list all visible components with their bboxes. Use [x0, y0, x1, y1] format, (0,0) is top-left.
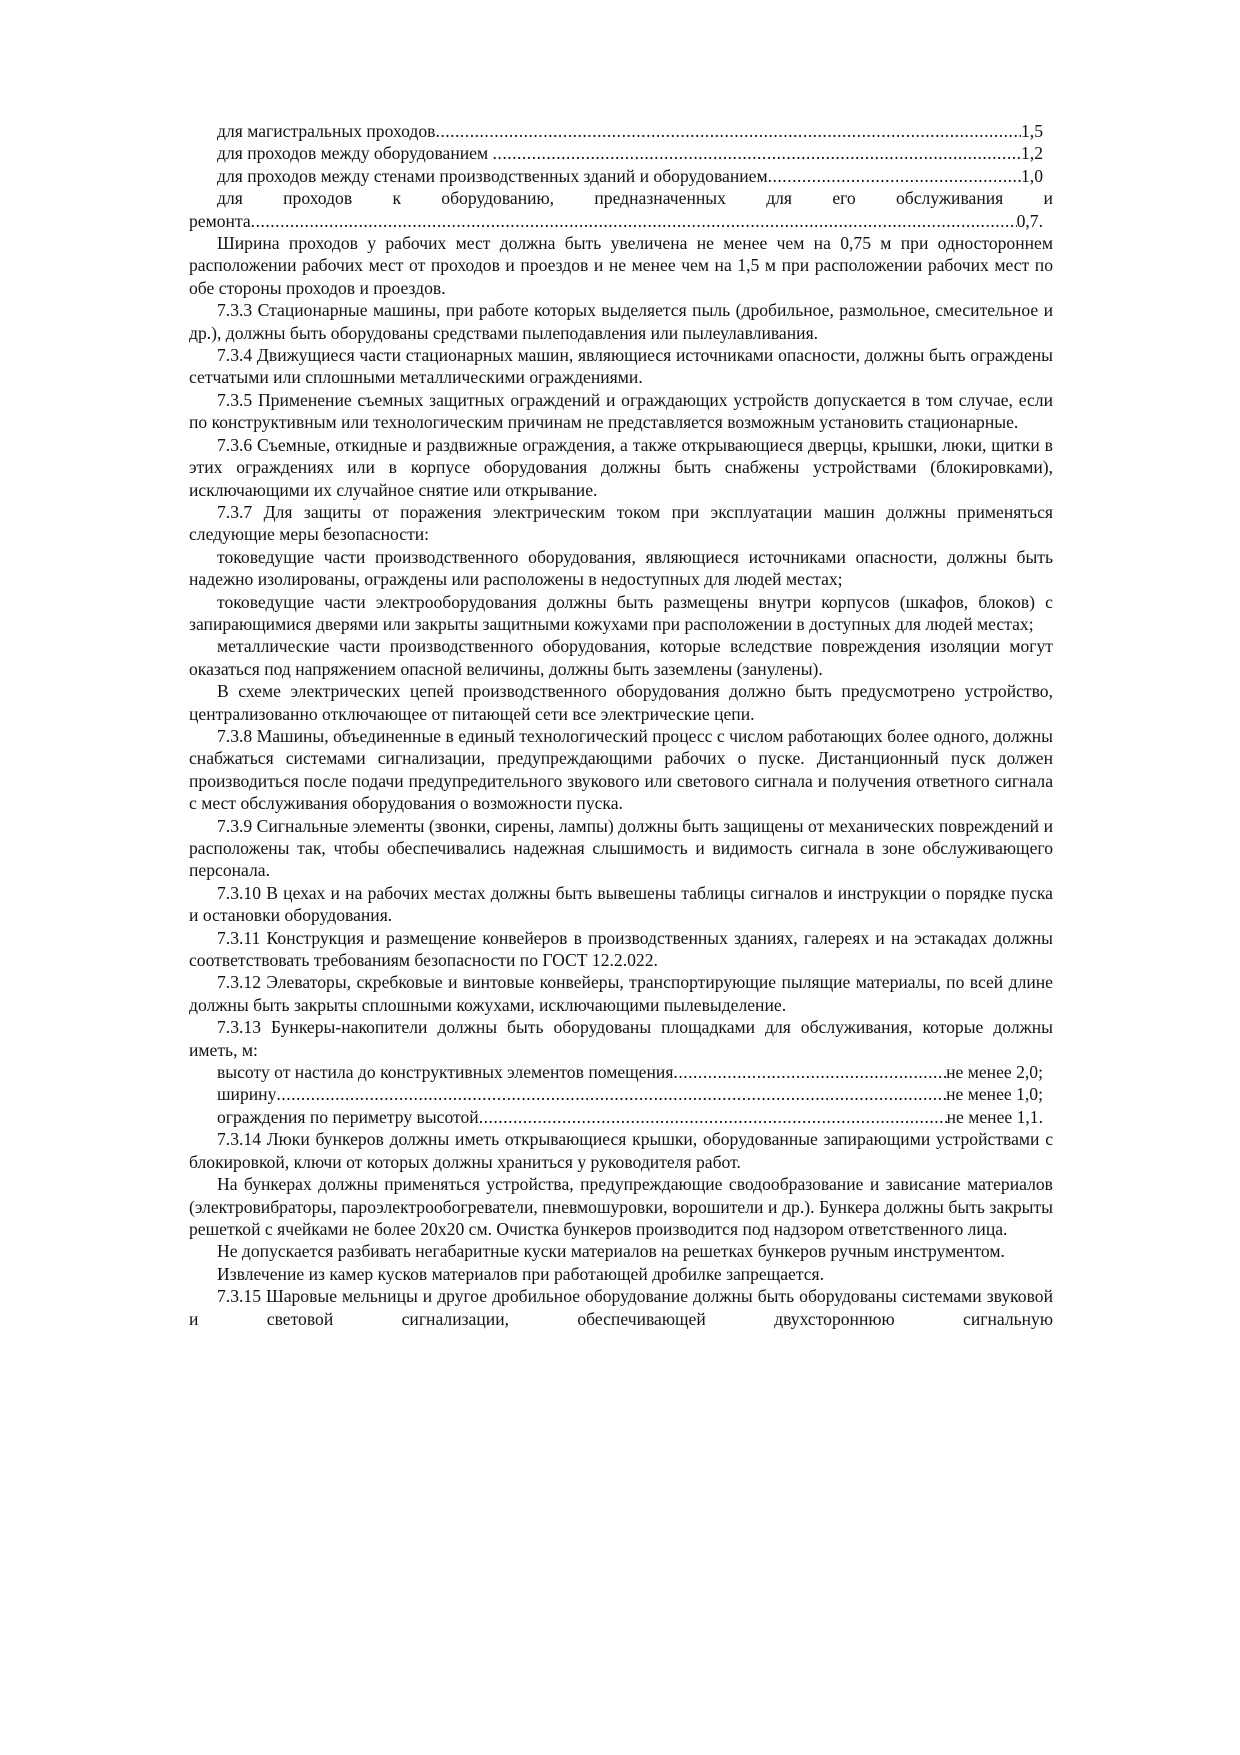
leader-dots — [276, 1083, 946, 1105]
paragraph: 7.3.8 Машины, объединенные в единый технологический процесс с числом работающих более одного, должны снабжаться системами сигнализации, предупреждающими рабочих о пуске. Дистанционный пуск должен производиться после подачи предупредительного звукового или светового сигнала и получения ответного сигнала с мест обслуживания оборудования о возможности пуска. — [189, 725, 1053, 814]
list-item-value: 1,0 — [1021, 165, 1043, 186]
paragraph: 7.3.7 Для защиты от поражения электрическим током при эксплуатации машин должны применяться следующие меры безопасности: — [189, 501, 1053, 545]
paragraph: токоведущие части производственного оборудования, являющиеся источниками опасности, должны быть надежно изолированы, ограждены или расположены в недоступных для людей местах; — [189, 546, 1053, 590]
list-item — [189, 142, 1053, 164]
leader-dots — [673, 1061, 946, 1083]
paragraph: Не допускается разбивать негабаритные куски материалов на решетках бункеров ручным инструментом. — [217, 1241, 1005, 1262]
paragraph: 7.3.4 Движущиеся части стационарных машин, являющиеся источниками опасности, должны быть ограждены сетчатыми или сплошными металлическими ограждениями. — [189, 345, 1053, 388]
leader-dots — [768, 165, 1021, 187]
leader-dots — [479, 1106, 947, 1128]
list-item-label: для проходов между стенами производственных зданий и оборудованием — [217, 165, 768, 186]
list-item-value: не менее 2,0; — [946, 1062, 1043, 1083]
list-item — [189, 187, 1053, 232]
passage-width-list — [189, 120, 1053, 232]
leader-dots — [493, 142, 1021, 164]
paragraph: 7.3.3 Стационарные машины, при работе которых выделяется пыль (дробильное, размольное, смесительное и др.), должны быть оборудованы средствами пылеподавления или пылеулавливания. — [189, 300, 1053, 343]
paragraph: Ширина проходов у рабочих мест должна быть увеличена не менее чем на 0,75 м при одностороннем расположении рабочих мест от проходов и проездов и не менее чем на 1,5 м при расположении рабочих мест по обе стороны проходов и проездов. — [189, 233, 1053, 298]
paragraph: В схеме электрических цепей производственного оборудования должно быть предусмотрено устройство, централизованно отключающее от питающей сети все электрические цепи. — [189, 681, 1053, 724]
list-item — [189, 165, 1053, 187]
paragraph: 7.3.11 Конструкция и размещение конвейеров в производственных зданиях, галереях и на эстакадах должны соответствовать требованиям безопасности по ГОСТ 12.2.022. — [189, 927, 1053, 971]
paragraph: 7.3.10 В цехах и на рабочих местах должны быть вывешены таблицы сигналов и инструкции о порядке пуска и остановки оборудования. — [189, 882, 1053, 926]
document-page — [189, 120, 1053, 1330]
list-item-value: 0,7. — [1016, 210, 1043, 231]
list-item-label: ширину — [217, 1084, 277, 1105]
list-item-value: 1,5 — [1021, 121, 1043, 141]
paragraph: 7.3.13 Бункеры-накопители должны быть оборудованы площадками для обслуживания, которые должны иметь, м: — [189, 1017, 1053, 1060]
paragraph: токоведущие части электрооборудования должны быть размещены внутри корпусов (шкафов, блоков) с запирающимися дверями или закрыты защитными кожухами при расположении в доступных для людей местах; — [189, 591, 1053, 634]
list-item — [189, 1106, 1053, 1128]
paragraph: 7.3.6 Съемные, откидные и раздвижные ограждения, а также открывающиеся дверцы, крышки, люки, щитки в этих ограждениях или в корпусе оборудования должны быть снабжены устройствами (блокировками), исключающими их случайное снятие или открывание. — [189, 434, 1053, 500]
list-item-label: для проходов между оборудованием — [217, 143, 493, 164]
paragraph: Извлечение из камер кусков материалов при работающей дробилке запрещается. — [217, 1263, 825, 1284]
paragraph: металлические части производственного оборудования, которые вследствие повреждения изоляции могут оказаться под напряжением опасной величины, должны быть заземлены (занулены). — [189, 636, 1053, 679]
paragraph: 7.3.12 Элеваторы, скребковые и винтовые конвейеры, транспортирующие пылящие материалы, по всей длине должны быть закрыты сплошными кожухами, исключающими пылевыделение. — [189, 972, 1053, 1015]
leader-dots — [435, 120, 1021, 142]
list-item-label-continued: ремонта — [189, 210, 251, 231]
paragraph: 7.3.9 Сигнальные элементы (звонки, сирены, лампы) должны быть защищены от механических повреждений и расположены так, чтобы обеспечивались надежная слышимость и видимость сигнала в зоне обслуживающего персонала. — [189, 815, 1053, 881]
list-item-value: не менее 1,1. — [946, 1106, 1043, 1127]
paragraph: На бункерах должны применяться устройства, предупреждающие сводообразование и зависание материалов (электровибраторы, пароэлектрообогреватели, пневмошуровки, ворошители и др.). Бункера должны быть закрыты решеткой с ячейками не более 20х20 см. Очистка бункеров производится под надзором ответственного лица. — [189, 1174, 1053, 1239]
list-item-value: 1,2 — [1021, 143, 1043, 164]
list-item — [189, 1083, 1053, 1105]
list-item-label: для проходов к оборудованию, предназначенных для его обслуживания и — [217, 188, 1053, 209]
paragraph: 7.3.14 Люки бункеров должны иметь открывающиеся крышки, оборудованные запирающими устройствами с блокировкой, ключи от которых должны храниться у руководителя работ. — [189, 1129, 1053, 1172]
platform-dimensions-list — [189, 1061, 1053, 1128]
leader-dots — [251, 210, 1017, 232]
list-item — [189, 120, 1053, 142]
list-item-label: для магистральных проходов — [217, 121, 436, 141]
list-item-label: высоту от настила до конструктивных элементов помещения — [217, 1062, 674, 1083]
paragraph: 7.3.15 Шаровые мельницы и другое дробильное оборудование должны быть оборудованы системами звуковой и световой сигнализации, обеспечивающей двухстороннюю сигнальную — [189, 1286, 1053, 1329]
list-item — [189, 1061, 1053, 1083]
paragraph: 7.3.5 Применение съемных защитных ограждений и ограждающих устройств допускается в том случае, если по конструктивным или технологическим причинам не представляется возможным установить стационарные. — [189, 389, 1053, 433]
list-item-value: не менее 1,0; — [946, 1084, 1043, 1105]
list-item-label: ограждения по периметру высотой — [217, 1106, 479, 1127]
